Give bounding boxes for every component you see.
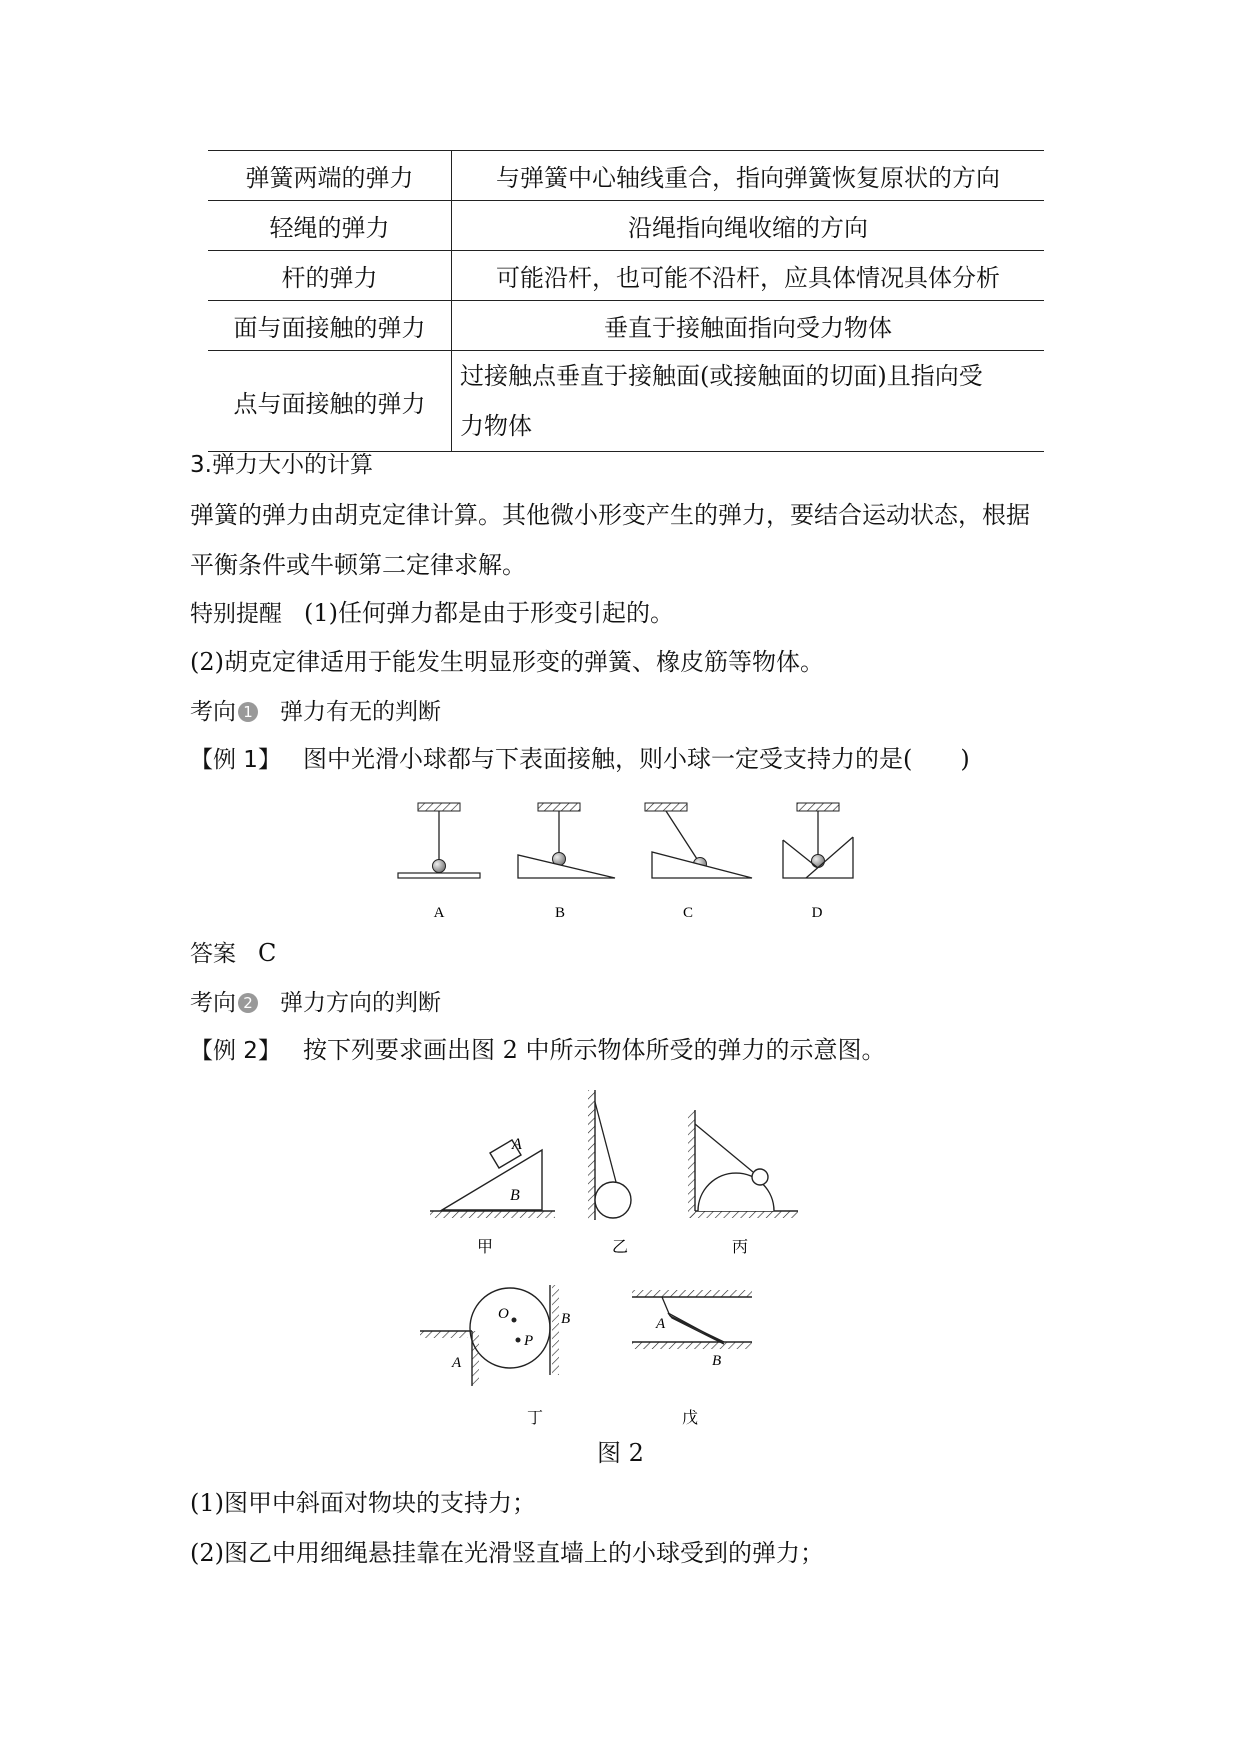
example-question: [190, 744, 970, 775]
topic-heading: [190, 697, 441, 727]
figure-label: 戊: [681, 1410, 699, 1427]
figure-jia: [430, 1136, 555, 1256]
figure-label: A: [433, 905, 445, 921]
figure-b: [518, 803, 615, 878]
question-item: (1)图甲中斜面对物块的支持力；: [190, 1489, 536, 1517]
table-cell-direction: 与弹簧中心轴线重合，指向弹簧恢复原状的方向: [452, 151, 1045, 201]
topic-title: 弹力有无的判断: [280, 699, 441, 725]
answer-line: [190, 938, 276, 969]
table-row: [208, 251, 1044, 301]
table-row: [208, 201, 1044, 251]
point-label: A: [656, 1316, 666, 1332]
figure-d: [783, 803, 853, 878]
point-label: A: [512, 1136, 522, 1153]
point-label: A: [452, 1355, 462, 1371]
figure-label: B: [554, 905, 566, 921]
question-text: 按下列要求画出图 2 中所示物体所受的弹力的示意图。: [302, 1036, 886, 1064]
paragraph-line: 平衡条件或牛顿第二定律求解。: [190, 551, 526, 579]
figure-ding: [420, 1285, 570, 1427]
table-cell-direction: [452, 351, 1045, 452]
circled-number-icon: 1: [238, 702, 258, 722]
table-cell-name: 轻绳的弹力: [208, 201, 452, 251]
example-label: 【例 2】: [190, 1038, 281, 1064]
note-line: [190, 598, 674, 629]
example-label: 【例 1】: [190, 747, 281, 773]
elastic-force-direction-table: [208, 150, 1044, 452]
figure-label: 丁: [526, 1410, 544, 1427]
table-cell-name: 面与面接触的弹力: [208, 301, 452, 351]
example2-figure: [420, 1080, 820, 1430]
point-label: B: [561, 1311, 571, 1327]
table-cell-name: 弹簧两端的弹力: [208, 151, 452, 201]
note-label: 特别提醒: [190, 601, 282, 627]
table-cell-direction: 沿绳指向绳收缩的方向: [452, 201, 1045, 251]
figure-bing: [688, 1110, 798, 1256]
point-label: B: [510, 1187, 520, 1204]
point-label: B: [712, 1353, 722, 1369]
figure-label: 丙: [731, 1239, 749, 1256]
topic-prefix: 考向: [190, 699, 236, 725]
figure-label: 甲: [476, 1239, 494, 1256]
example1-figure: [390, 795, 860, 925]
table-cell-direction: 垂直于接触面指向受力物体: [452, 301, 1045, 351]
figure-caption: 图 2: [597, 1439, 644, 1467]
table-cell-direction: 可能沿杆，也可能不沿杆，应具体情况具体分析: [452, 251, 1045, 301]
note-item: (1)任何弹力都是由于形变引起的。: [304, 599, 674, 627]
question-text: 图中光滑小球都与下表面接触，则小球一定受支持力的是( ): [302, 745, 970, 773]
section-heading: 3.弹力大小的计算: [190, 452, 373, 478]
topic-title: 弹力方向的判断: [280, 990, 441, 1016]
table-row: [208, 351, 1044, 452]
figure-label: D: [811, 905, 823, 921]
table-cell-line: 力物体: [460, 412, 532, 440]
question-item: (2)图乙中用细绳悬挂靠在光滑竖直墙上的小球受到的弹力；: [190, 1539, 824, 1567]
figure-label: C: [682, 905, 694, 921]
figure-wu: [632, 1290, 752, 1427]
note-item: (2)胡克定律适用于能发生明显形变的弹簧、橡皮筋等物体。: [190, 648, 824, 676]
point-label: O: [498, 1306, 509, 1322]
topic-heading: [190, 988, 441, 1018]
table-cell-name: 杆的弹力: [208, 251, 452, 301]
answer-value: C: [258, 939, 277, 967]
point-label: P: [524, 1333, 534, 1349]
figure-label: 乙: [611, 1239, 629, 1256]
table-cell-name: 点与面接触的弹力: [208, 351, 452, 452]
table-cell-line: 过接触点垂直于接触面(或接触面的切面)且指向受: [460, 362, 983, 390]
table-row: [208, 301, 1044, 351]
figure-yi: [588, 1090, 631, 1256]
figure-c: [645, 803, 752, 878]
example-question: [190, 1035, 885, 1066]
paragraph-line: 弹簧的弹力由胡克定律计算。其他微小形变产生的弹力，要结合运动状态，根据: [190, 501, 1030, 529]
table-row: [208, 151, 1044, 201]
figure-a: [398, 803, 480, 878]
topic-prefix: 考向: [190, 990, 236, 1016]
circled-number-icon: 2: [238, 993, 258, 1013]
answer-label: 答案: [190, 941, 236, 967]
